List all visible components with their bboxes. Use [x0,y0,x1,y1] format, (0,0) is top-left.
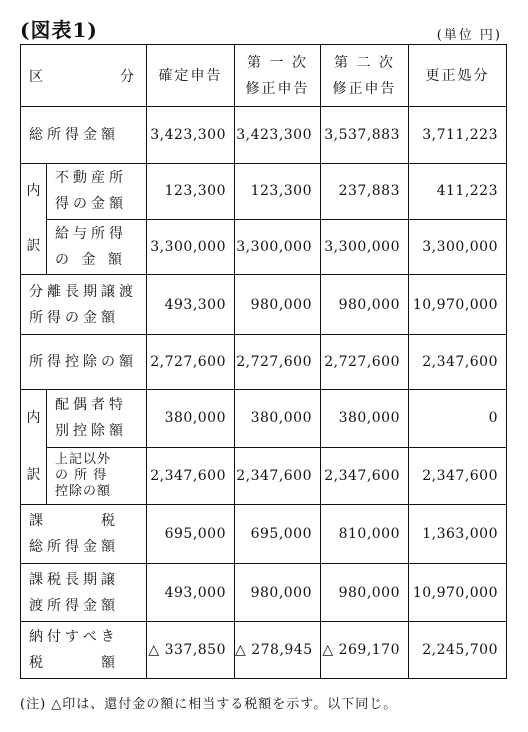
cell: 493,300 [147,275,235,335]
cell: 3,423,300 [235,107,321,164]
row-taxable-total [21,505,507,564]
cell: 695,000 [147,505,235,564]
label-line: 配偶者特 [55,397,127,414]
row-tax-payable [21,622,507,679]
header-correction: 更正処分 [409,45,507,107]
cell: △ 269,170 [321,622,409,679]
label-separate-long-term [21,275,147,335]
cell: 380,000 [321,390,409,448]
cell: △ 337,850 [147,622,235,679]
label-line: 控除の額 [55,483,112,499]
label-line: 所得の金額 [29,309,119,326]
row-taxable-long-term [21,564,507,622]
label-taxable-long-term [21,564,147,622]
cell: 3,300,000 [147,219,235,275]
tax-table [20,44,507,679]
label-line: 課 税 [29,513,119,529]
header-first-amendment [235,45,321,107]
cell: 123,300 [147,164,235,220]
label-tax-payable [21,622,147,679]
cell: 380,000 [235,390,321,448]
breakdown-marker-top: 内 [26,410,41,426]
label-real-estate [47,164,147,220]
label-salary [47,219,147,275]
cell: 2,245,700 [409,622,507,679]
row-spouse-special [21,390,507,448]
cell: 980,000 [235,275,321,335]
breakdown-marker-bottom: 訳 [26,467,41,483]
cell: 2,347,600 [147,447,235,505]
cell: 980,000 [321,275,409,335]
label-line: 上記以外 [55,451,112,467]
cell: 493,000 [147,564,235,622]
breakdown-marker [21,164,47,275]
label-line: 給与所得 [55,225,127,242]
header-kakutei: 確定申告 [147,45,235,107]
header-second-amendment [321,45,409,107]
label-line: 税 額 [29,655,119,671]
cell: △ 278,945 [235,622,321,679]
cell: 2,727,600 [321,335,409,390]
label-spouse-special [47,390,147,448]
cell: 3,423,300 [147,107,235,164]
row-salary [21,219,507,275]
header-category-left: 区 [29,68,43,85]
label-line: 課税長期譲 [29,571,119,588]
cell: 3,300,000 [321,219,409,275]
cell: 3,537,883 [321,107,409,164]
breakdown-marker [21,390,47,505]
row-deduction-total [21,335,507,390]
unit-label: (単位 円) [436,28,502,43]
label-deduction-total: 所得控除の額 [21,335,147,390]
header-second-amendment-line2: 修正申告 [332,80,397,97]
row-total-income [21,107,507,164]
cell: 3,300,000 [235,219,321,275]
label-line: 渡所得金額 [29,597,119,614]
header-row [21,45,507,107]
label-total-income: 総所得金額 [21,107,147,164]
cell: 380,000 [147,390,235,448]
cell: 810,000 [321,505,409,564]
cell: 3,300,000 [409,219,507,275]
label-line: 得の金額 [55,196,127,213]
label-line: 分離長期譲渡 [29,283,137,300]
label-line: 総所得金額 [29,539,119,555]
breakdown-marker-bottom: 訳 [26,238,41,254]
label-line: の 金 額 [55,251,126,268]
label-line: 不動産所 [55,170,127,187]
figure-title: (図表1) [20,18,98,42]
cell: 695,000 [235,505,321,564]
row-separate-long-term [21,275,507,335]
cell: 411,223 [409,164,507,220]
label-line: の 所 得 [55,467,108,483]
breakdown-marker-top: 内 [26,183,41,199]
cell: 123,300 [235,164,321,220]
cell: 1,363,000 [409,505,507,564]
cell: 2,727,600 [235,335,321,390]
label-taxable-total [21,505,147,564]
cell: 0 [409,390,507,448]
cell: 2,347,600 [409,447,507,505]
cell: 2,347,600 [321,447,409,505]
footnote: (注) △印は、還付金の額に相当する税額を示す。以下同じ。 [20,697,398,712]
label-other-deductions [47,447,147,505]
cell: 980,000 [235,564,321,622]
row-real-estate [21,164,507,220]
row-other-deductions [21,447,507,505]
cell: 10,970,000 [409,564,507,622]
cell: 10,970,000 [409,275,507,335]
label-line: 納付すべき [29,629,119,645]
header-first-amendment-line1: 第 一 次 [247,54,308,71]
cell: 2,347,600 [235,447,321,505]
cell: 2,727,600 [147,335,235,390]
cell: 3,711,223 [409,107,507,164]
header-first-amendment-line2: 修正申告 [245,80,310,97]
label-line: 別控除額 [55,423,127,440]
cell: 980,000 [321,564,409,622]
header-category-right: 分 [120,68,134,85]
cell: 2,347,600 [409,335,507,390]
header-category [21,45,147,107]
header-second-amendment-line1: 第 二 次 [334,54,395,71]
cell: 237,883 [321,164,409,220]
